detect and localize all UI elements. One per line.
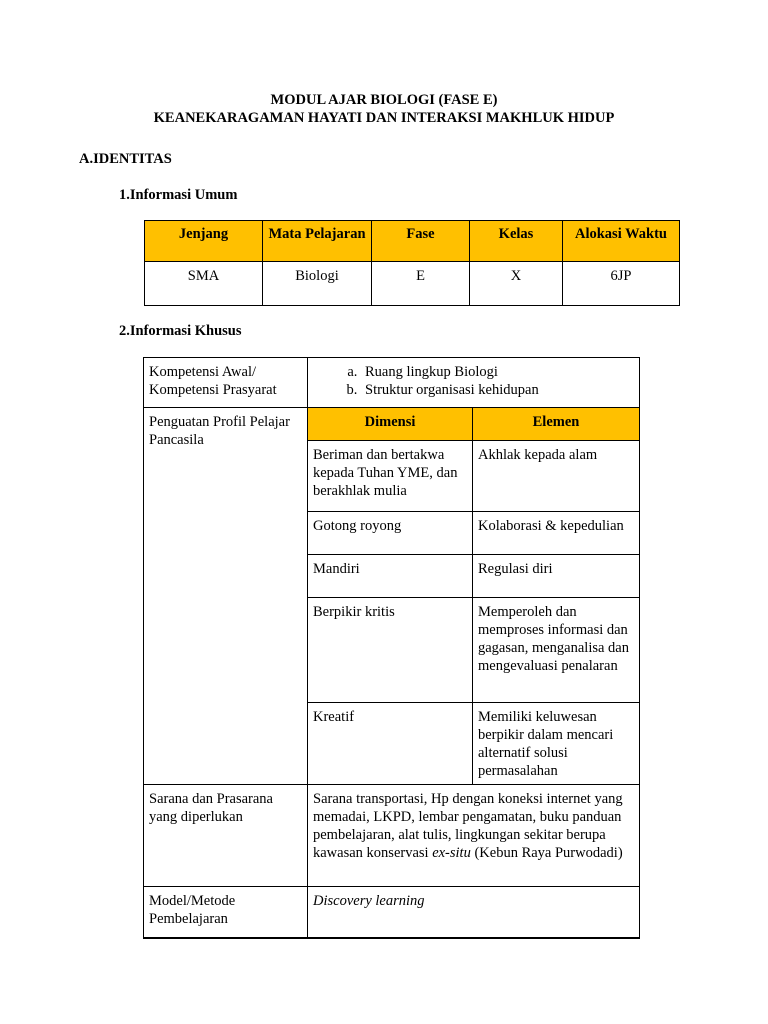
cell-elemen: Regulasi diri: [473, 555, 640, 598]
model-text: Discovery learning: [313, 893, 425, 909]
table-row: [144, 785, 640, 887]
list-item: b. Struktur organisasi kehidupan: [361, 381, 634, 399]
header-cell-dimensi: Dimensi: [308, 408, 473, 441]
cell-dimensi: Mandiri: [308, 555, 473, 598]
subsection-number: 1.: [119, 187, 130, 203]
sarana-text-end: (Kebun Raya Purwodadi): [470, 845, 623, 861]
cell-elemen: Akhlak kepada alam: [473, 441, 640, 512]
kompetensi-list: [313, 363, 634, 399]
subsection-label: Informasi Umum: [129, 187, 238, 203]
section-label: IDENTITAS: [93, 151, 172, 167]
section-number: A.: [79, 151, 94, 167]
table-row: [144, 887, 640, 939]
header-cell-fase: Fase: [372, 221, 470, 262]
informasi-khusus-table: [143, 357, 640, 939]
subsection-number: 2.: [119, 323, 130, 339]
label-sarana: Sarana dan Prasarana yang diperlukan: [144, 785, 308, 887]
document-subtitle: KEANEKARAGAMAN HAYATI DAN INTERAKSI MAKHLUK HIDUP: [153, 110, 615, 126]
table-row: [145, 262, 680, 306]
table-row: [144, 358, 640, 408]
value-model: [308, 887, 640, 939]
cell-dimensi: Gotong royong: [308, 512, 473, 555]
header-cell-mata-pelajaran: Mata Pelajaran: [263, 221, 372, 262]
cell-fase: E: [372, 262, 470, 306]
informasi-umum-table: [144, 220, 680, 306]
document-title: MODUL AJAR BIOLOGI (FASE E): [270, 92, 498, 108]
cell-alokasi-waktu: 6JP: [563, 262, 680, 306]
subsection-label: Informasi Khusus: [129, 323, 242, 339]
subsection-heading-informasi-khusus: [119, 322, 241, 340]
table-header-row: [144, 408, 640, 441]
header-cell-elemen: Elemen: [473, 408, 640, 441]
list-item: a. Ruang lingkup Biologi: [361, 363, 634, 381]
header-cell-kelas: Kelas: [470, 221, 563, 262]
cell-dimensi: Kreatif: [308, 703, 473, 785]
value-sarana: [308, 785, 640, 887]
section-heading-identitas: [79, 150, 172, 168]
label-kompetensi: Kompetensi Awal/ Kompetensi Prasyarat: [144, 358, 308, 408]
table-header-row: [145, 221, 680, 262]
cell-elemen: Memiliki keluwesan berpikir dalam mencari alternatif solusi permasalahan: [473, 703, 640, 785]
sarana-text: Sarana transportasi, Hp dengan koneksi internet yang memadai, LKPD, lembar pengamatan, buku panduan pembelajaran, alat tulis, lingkungan sekitar berupa kawasan konservasi: [313, 791, 623, 861]
cell-elemen: Memperoleh dan memproses informasi dan gagasan, menganalisa dan mengevaluasi penalaran: [473, 598, 640, 703]
label-model: Model/Metode Pembelajaran: [144, 887, 308, 939]
subsection-heading-informasi-umum: [119, 186, 237, 204]
value-kompetensi: [308, 358, 640, 408]
cell-mata-pelajaran: Biologi: [263, 262, 372, 306]
sarana-text-italic: ex-situ: [432, 845, 471, 861]
header-cell-alokasi-waktu: Alokasi Waktu: [563, 221, 680, 262]
cell-elemen: Kolaborasi & kepedulian: [473, 512, 640, 555]
cell-kelas: X: [470, 262, 563, 306]
cell-dimensi: Berpikir kritis: [308, 598, 473, 703]
cell-dimensi: Beriman dan bertakwa kepada Tuhan YME, dan berakhlak mulia: [308, 441, 473, 512]
label-profil-pancasila: Penguatan Profil Pelajar Pancasila: [144, 408, 308, 785]
header-cell-jenjang: Jenjang: [145, 221, 263, 262]
cell-jenjang: SMA: [145, 262, 263, 306]
